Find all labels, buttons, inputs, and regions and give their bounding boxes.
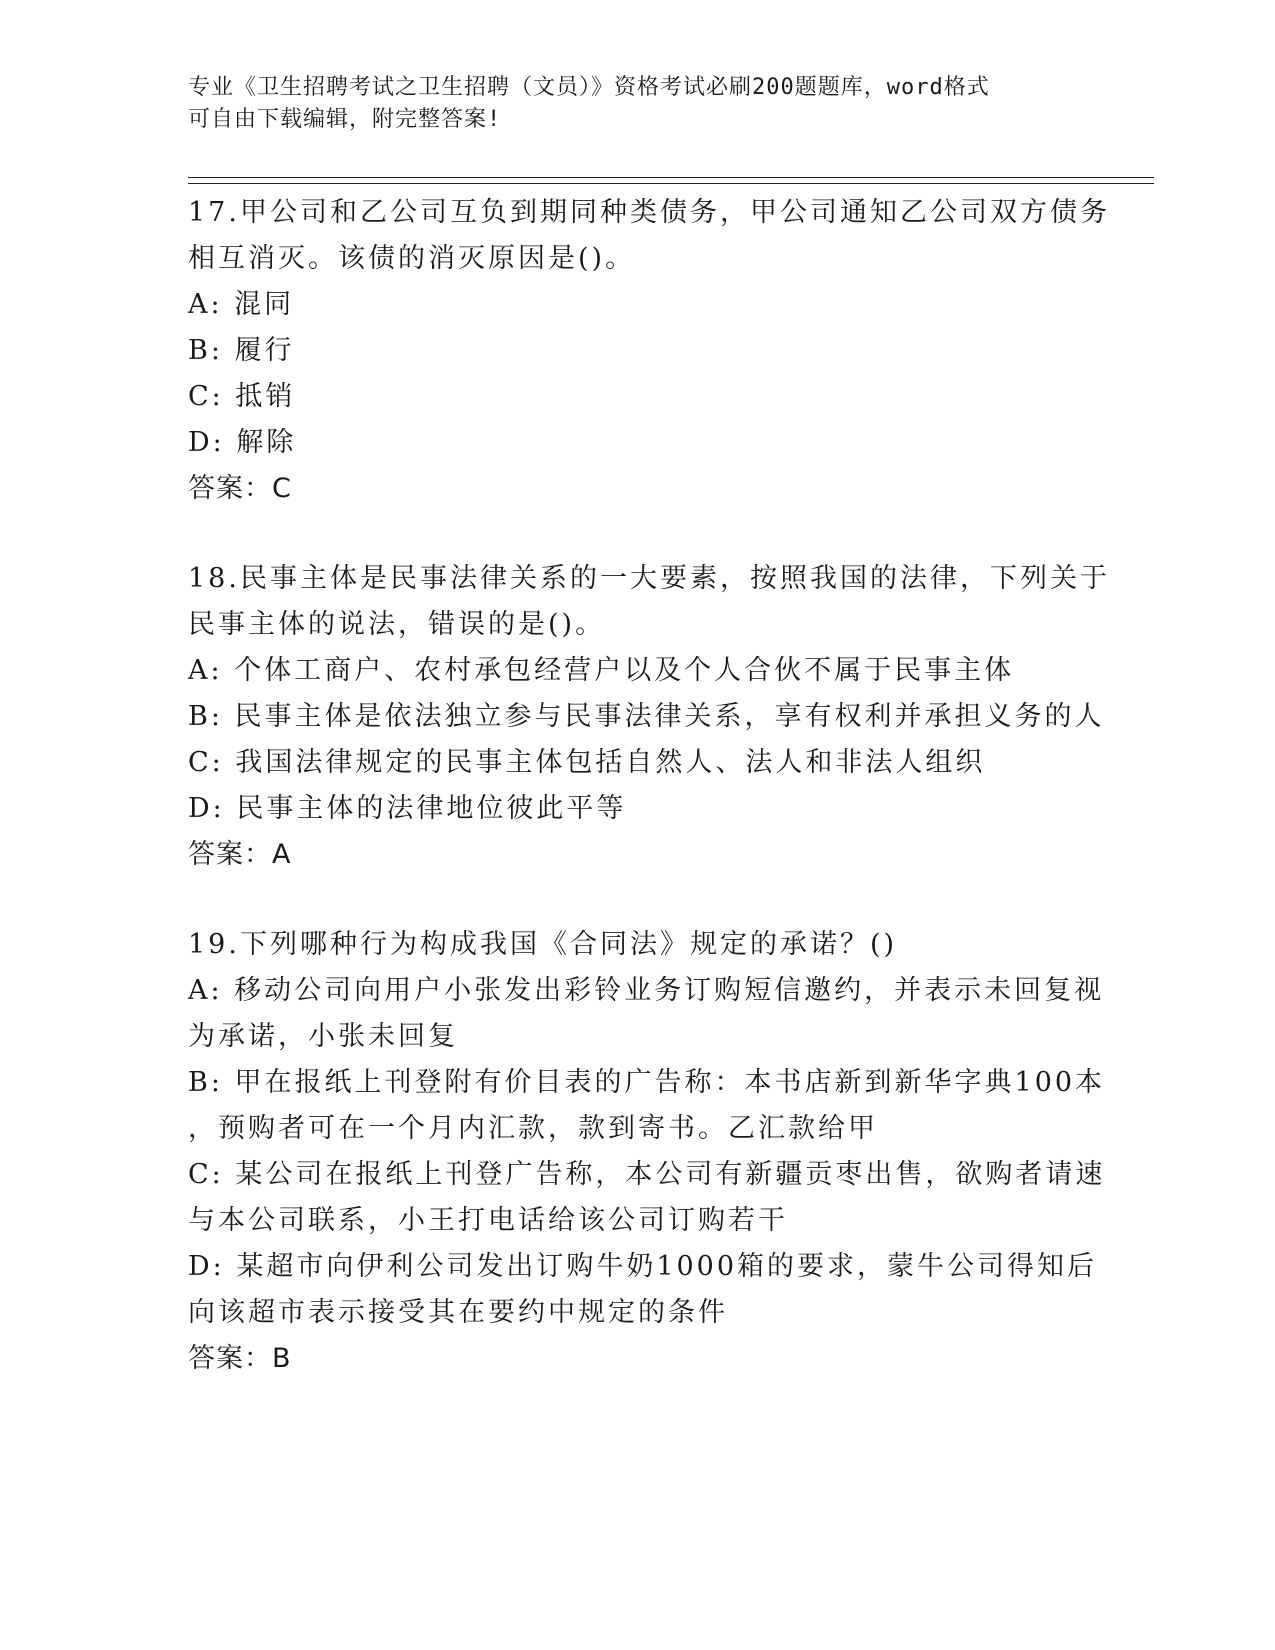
option-c: C: 某公司在报纸上刊登广告称，本公司有新疆贡枣出售，欲购者请速 [188, 1159, 1106, 1190]
option-c-continued: 与本公司联系，小王打电话给该公司订购若干 [188, 1205, 788, 1236]
option-a: A: 混同 [188, 289, 295, 320]
question-list [188, 190, 1110, 1382]
question-stem: 民事主体的说法，错误的是()。 [188, 609, 606, 640]
option-d: D: 解除 [188, 427, 297, 458]
header-divider [188, 183, 1154, 184]
option-d-continued: 向该超市表示接受其在要约中规定的条件 [188, 1297, 728, 1328]
question-stem: 18.民事主体是民事法律关系的一大要素，按照我国的法律，下列关于 [188, 563, 1110, 594]
option-a: A: 移动公司向用户小张发出彩铃业务订购短信邀约，并表示未回复视 [188, 975, 1105, 1006]
answer-line: 答案：A [188, 839, 292, 870]
option-b: B: 履行 [188, 335, 295, 366]
option-c: C: 抵销 [188, 381, 296, 412]
question-17 [188, 190, 1110, 512]
header-line: 可自由下载编辑，附完整答案! [188, 107, 502, 132]
answer-line: 答案：B [188, 1343, 292, 1374]
header-line: 专业《卫生招聘考试之卫生招聘（文员）》资格考试必刷200题题库，word格式 [188, 75, 990, 100]
option-d: D: 某超市向伊利公司发出订购牛奶1000箱的要求，蒙牛公司得知后 [188, 1251, 1098, 1282]
question-stem: 相互消灭。该债的消灭原因是()。 [188, 243, 636, 274]
document-header [188, 72, 1088, 136]
question-19 [188, 922, 1106, 1382]
question-stem: 19.下列哪种行为构成我国《合同法》规定的承诺？() [188, 929, 898, 960]
header-divider [188, 177, 1154, 178]
option-a-continued: 为承诺，小张未回复 [188, 1021, 458, 1052]
option-b-continued: ，预购者可在一个月内汇款，款到寄书。乙汇款给甲 [188, 1113, 878, 1144]
option-c: C: 我国法律规定的民事主体包括自然人、法人和非法人组织 [188, 747, 986, 778]
option-d: D: 民事主体的法律地位彼此平等 [188, 793, 627, 824]
question-stem: 17.甲公司和乙公司互负到期同种类债务，甲公司通知乙公司双方债务 [188, 197, 1110, 228]
question-18 [188, 556, 1110, 878]
option-b: B: 民事主体是依法独立参与民事法律关系，享有权利并承担义务的人 [188, 701, 1105, 732]
answer-line: 答案：C [188, 473, 292, 504]
option-b: B: 甲在报纸上刊登附有价目表的广告称：本书店新到新华字典100本 [188, 1067, 1106, 1098]
option-a: A: 个体工商户、农村承包经营户以及个人合伙不属于民事主体 [188, 655, 1015, 686]
